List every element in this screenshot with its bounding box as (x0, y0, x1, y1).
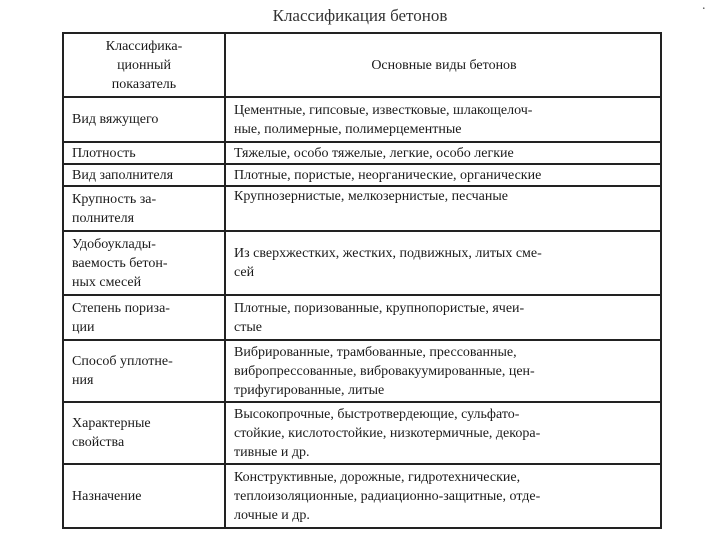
table-row (63, 97, 661, 142)
row-indicator: Характерные свойства (63, 402, 225, 464)
row-types: Вибрированные, трамбованные, прессованные, вибропрессованные, вибровакуумированные, цен- трифугированные, литые (225, 340, 661, 402)
row-indicator: Плотность (63, 142, 225, 164)
header-indicator: Классифика- ционный показатель (63, 33, 225, 97)
row-indicator: Способ уплотне- ния (63, 340, 225, 402)
row-indicator: Крупность за- полнителя (63, 186, 225, 231)
row-types: Из сверхжестких, жестких, подвижных, литых сме- сей (225, 231, 661, 295)
table-row (63, 464, 661, 528)
row-indicator: Вид заполнителя (63, 164, 225, 186)
table-row (63, 402, 661, 464)
row-indicator: Назначение (63, 464, 225, 528)
row-types: Плотные, поризованные, крупнопористые, ячеи- стые (225, 295, 661, 340)
row-types: Высокопрочные, быстротвердеющие, сульфато- стойкие, кислотостойкие, низкотермичные, декора- тивные и др. (225, 402, 661, 464)
table-row (63, 186, 661, 231)
header-types: Основные виды бетонов (225, 33, 661, 97)
row-types: Крупнозернистые, мелкозернистые, песчаные (225, 186, 661, 231)
classification-table (62, 32, 662, 529)
row-indicator: Удобоуклады- ваемость бетон- ных смесей (63, 231, 225, 295)
row-types: Плотные, пористые, неорганические, органические (225, 164, 661, 186)
row-indicator: Вид вяжущего (63, 97, 225, 142)
row-types: Конструктивные, дорожные, гидротехнические, теплоизоляционные, радиационно-защитные, отде- лочные и др. (225, 464, 661, 528)
table-row (63, 340, 661, 402)
row-indicator: Степень пориза- ции (63, 295, 225, 340)
row-types: Тяжелые, особо тяжелые, легкие, особо легкие (225, 142, 661, 164)
row-types: Цементные, гипсовые, известковые, шлакощелоч- ные, полимерные, полимерцементные (225, 97, 661, 142)
table-row (63, 164, 661, 186)
corner-mark: . (702, 0, 706, 13)
table-header-row (63, 33, 661, 97)
table-row (63, 231, 661, 295)
page-title: Классификация бетонов (272, 6, 448, 25)
table-row (63, 295, 661, 340)
table-row (63, 142, 661, 164)
